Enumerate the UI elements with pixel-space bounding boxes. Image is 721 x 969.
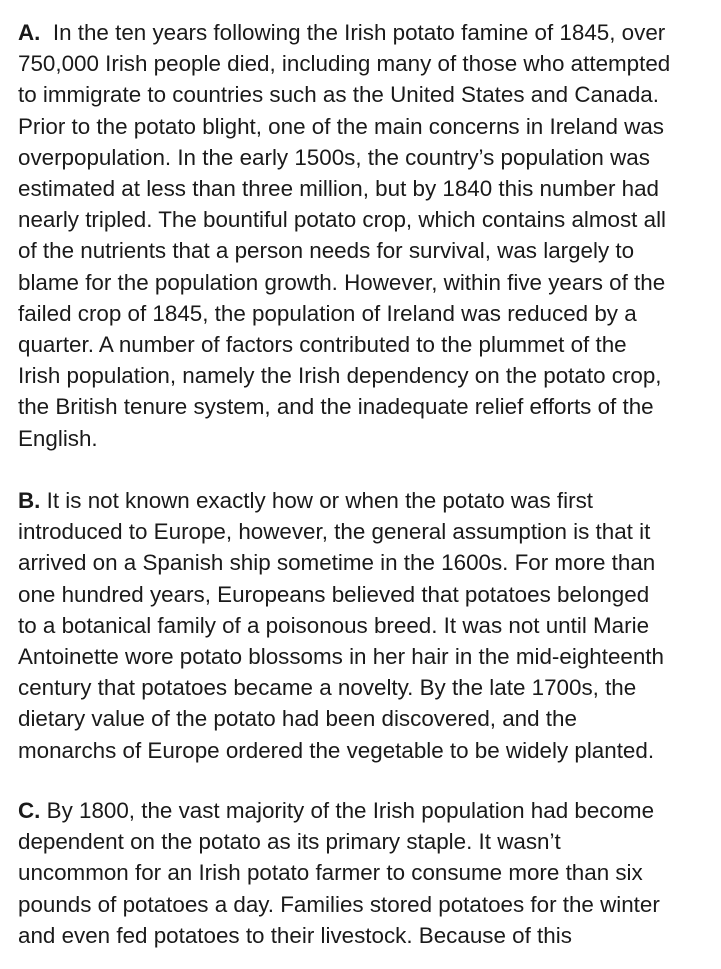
paragraph-line-text: By 1800, the vast majority of the Irish population had become xyxy=(46,798,655,823)
paragraph-line: introduced to Europe, however, the general assumption is that it xyxy=(18,519,651,545)
paragraph-line: 750,000 Irish people died, including many of those who attempted xyxy=(18,51,671,77)
paragraph-line: to immigrate to countries such as the United States and Canada. xyxy=(18,82,659,108)
paragraph-line: estimated at less than three million, but by 1840 this number had xyxy=(18,176,659,202)
paragraph-line: arrived on a Spanish ship sometime in the 1600s. For more than xyxy=(18,550,656,576)
paragraph-line-text: In the ten years following the Irish potato famine of 1845, over xyxy=(52,20,666,45)
paragraph-line: century that potatoes became a novelty. By the late 1700s, the xyxy=(18,675,637,701)
paragraph-a xyxy=(18,17,718,454)
paragraph-line: monarchs of Europe ordered the vegetable to be widely planted. xyxy=(18,737,655,763)
paragraph-marker: A. xyxy=(18,20,41,45)
paragraph-line xyxy=(18,795,718,826)
paragraph-line: failed crop of 1845, the population of Ireland was reduced by a xyxy=(18,300,637,326)
paragraph-line: blame for the population growth. However, within five years of the xyxy=(18,269,666,295)
paragraph-line: and even fed potatoes to their livestock. Because of this xyxy=(18,922,572,948)
paragraph-line: dietary value of the potato had been discovered, and the xyxy=(18,706,577,732)
paragraph-line-text: It is not known exactly how or when the potato was first xyxy=(46,488,593,513)
paragraph-line: overpopulation. In the early 1500s, the country’s population was xyxy=(18,144,650,170)
paragraph-marker: C. xyxy=(18,798,41,823)
paragraph-line: Irish population, namely the Irish dependency on the potato crop, xyxy=(18,363,662,389)
paragraph-line xyxy=(18,485,718,516)
paragraph-line: the British tenure system, and the inadequate relief efforts of the xyxy=(18,394,654,420)
paragraph-line: dependent on the potato as its primary staple. It wasn’t xyxy=(18,829,561,855)
paragraph-line: English. xyxy=(18,425,98,451)
paragraph-line: to a botanical family of a poisonous breed. It was not until Marie xyxy=(18,612,650,638)
paragraph-line: quarter. A number of factors contributed to the plummet of the xyxy=(18,332,627,358)
paragraph-line xyxy=(18,17,718,48)
paragraph-line: one hundred years, Europeans believed that potatoes belonged xyxy=(18,581,650,607)
paragraph-c xyxy=(18,795,718,951)
paragraph-line: Antoinette wore potato blossoms in her hair in the mid-eighteenth xyxy=(18,644,664,670)
paragraph-marker: B. xyxy=(18,488,41,513)
paragraph-line: uncommon for an Irish potato farmer to consume more than six xyxy=(18,860,643,886)
paragraph-line: nearly tripled. The bountiful potato crop, which contains almost all xyxy=(18,207,667,233)
paragraph-line: pounds of potatoes a day. Families stored potatoes for the winter xyxy=(18,891,660,917)
paragraph-b xyxy=(18,485,718,766)
paragraph-line: of the nutrients that a person needs for survival, was largely to xyxy=(18,238,635,264)
paragraph-line: Prior to the potato blight, one of the main concerns in Ireland was xyxy=(18,113,664,139)
